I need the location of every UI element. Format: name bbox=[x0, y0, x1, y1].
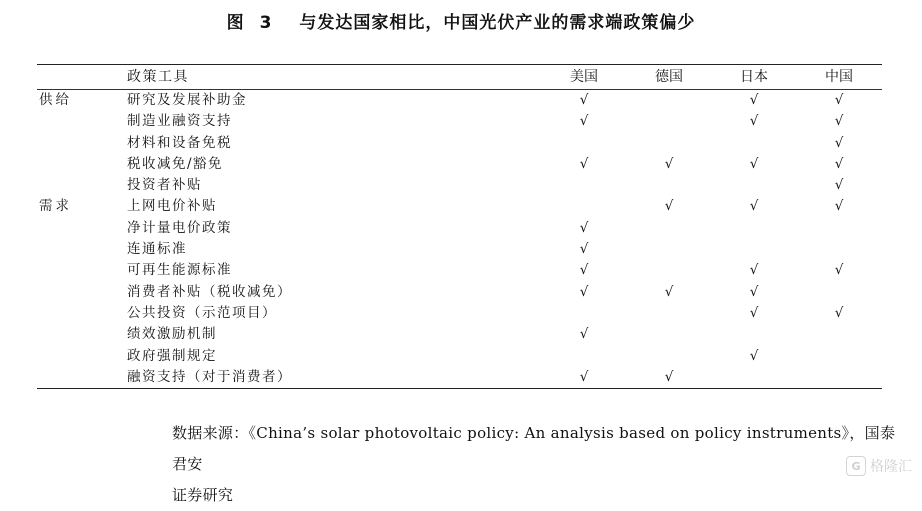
row-tool: 政府强制规定 bbox=[127, 347, 217, 364]
check-cn: √ bbox=[834, 177, 844, 194]
header-jp: 日本 bbox=[740, 69, 768, 85]
row-tool: 研究及发展补助金 bbox=[127, 92, 247, 108]
header-de: 德国 bbox=[655, 69, 683, 85]
figure-title-text: 与发达国家相比，中国光伏产业的需求端政策偏少 bbox=[299, 13, 696, 33]
row-tool: 上网电价补贴 bbox=[127, 198, 217, 215]
row-tool: 可再生能源标准 bbox=[127, 262, 232, 279]
figure-number: 3 bbox=[259, 13, 273, 33]
header-cn: 中国 bbox=[825, 69, 853, 85]
table-row bbox=[37, 303, 882, 324]
policy-table bbox=[37, 64, 882, 389]
source-line-1: 数据来源：《China’s solar photovoltaic policy: An analysis based on policy instruments》，国泰君安 bbox=[172, 424, 896, 473]
table-row bbox=[37, 111, 882, 132]
check-cn: √ bbox=[834, 134, 844, 151]
table-row bbox=[37, 260, 882, 281]
check-cn: √ bbox=[834, 92, 844, 108]
watermark bbox=[846, 456, 912, 476]
figure-title bbox=[0, 8, 922, 33]
header-tool: 政策工具 bbox=[127, 69, 189, 85]
check-jp: √ bbox=[749, 262, 759, 279]
watermark-logo-icon: G bbox=[846, 456, 866, 476]
check-jp: √ bbox=[749, 198, 759, 215]
row-tool: 投资者补贴 bbox=[127, 177, 202, 194]
check-cn: √ bbox=[834, 155, 844, 172]
row-tool: 公共投资（示范项目） bbox=[127, 304, 277, 321]
check-us: √ bbox=[579, 283, 589, 300]
row-tool: 净计量电价政策 bbox=[127, 219, 232, 236]
check-us: √ bbox=[579, 219, 589, 236]
row-tool: 制造业融资支持 bbox=[127, 113, 232, 130]
check-us: √ bbox=[579, 155, 589, 172]
watermark-text: 格隆汇 bbox=[870, 459, 912, 475]
check-de: √ bbox=[664, 198, 674, 215]
source-line-2: 证券研究 bbox=[172, 486, 234, 504]
table-row bbox=[37, 154, 882, 175]
table-row bbox=[37, 90, 882, 111]
row-tool: 材料和设备免税 bbox=[127, 134, 232, 151]
row-tool: 绩效激励机制 bbox=[127, 326, 217, 343]
header-us: 美国 bbox=[570, 69, 598, 85]
table-row bbox=[37, 175, 882, 196]
row-tool: 连通标准 bbox=[127, 241, 187, 258]
check-jp: √ bbox=[749, 347, 759, 364]
check-us: √ bbox=[579, 92, 589, 108]
check-us: √ bbox=[579, 326, 589, 343]
row-category: 供给 bbox=[39, 92, 72, 108]
source-note bbox=[172, 418, 902, 511]
table-row bbox=[37, 218, 882, 239]
row-category: 需求 bbox=[39, 198, 72, 215]
table-row bbox=[37, 346, 882, 367]
check-us: √ bbox=[579, 113, 589, 130]
row-tool: 融资支持（对于消费者） bbox=[127, 368, 292, 385]
check-jp: √ bbox=[749, 155, 759, 172]
table-row bbox=[37, 324, 882, 345]
check-cn: √ bbox=[834, 198, 844, 215]
table-body bbox=[37, 90, 882, 388]
check-jp: √ bbox=[749, 304, 759, 321]
check-de: √ bbox=[664, 283, 674, 300]
check-us: √ bbox=[579, 262, 589, 279]
check-jp: √ bbox=[749, 92, 759, 108]
table-header-row bbox=[37, 65, 882, 89]
check-de: √ bbox=[664, 155, 674, 172]
check-de: √ bbox=[664, 368, 674, 385]
check-cn: √ bbox=[834, 113, 844, 130]
row-tool: 税收减免/豁免 bbox=[127, 155, 224, 172]
check-cn: √ bbox=[834, 304, 844, 321]
row-tool: 消费者补贴（税收减免） bbox=[127, 283, 292, 300]
check-us: √ bbox=[579, 241, 589, 258]
table-row bbox=[37, 282, 882, 303]
check-cn: √ bbox=[834, 262, 844, 279]
check-jp: √ bbox=[749, 283, 759, 300]
check-us: √ bbox=[579, 368, 589, 385]
table-row bbox=[37, 133, 882, 154]
figure-label: 图 bbox=[226, 13, 245, 33]
table-bottom-rule bbox=[37, 388, 882, 389]
table-row bbox=[37, 367, 882, 388]
table-row bbox=[37, 196, 882, 217]
table-row bbox=[37, 239, 882, 260]
check-jp: √ bbox=[749, 113, 759, 130]
